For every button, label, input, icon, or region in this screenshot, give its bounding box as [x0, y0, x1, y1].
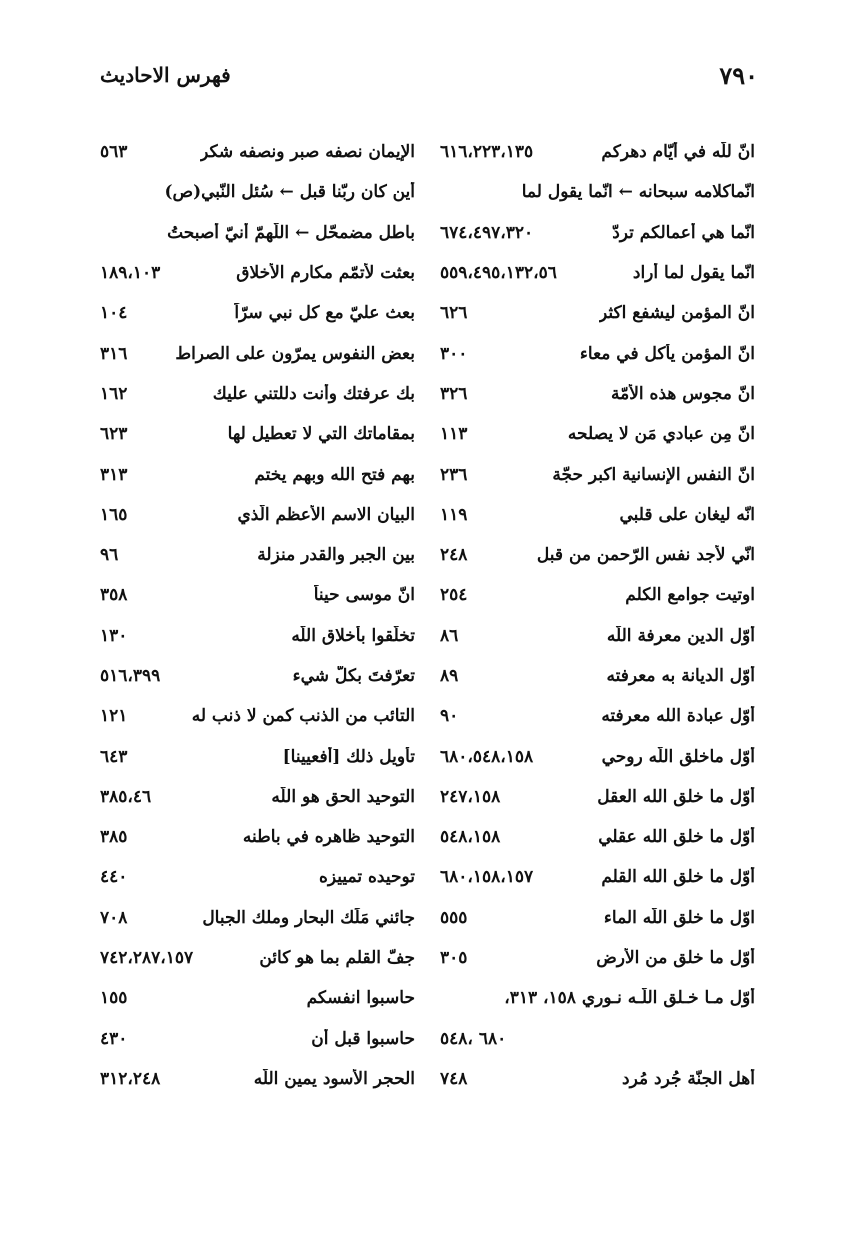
hadith-text: الإيمان نصفه صبر ونصفه شكر: [200, 142, 415, 163]
running-title: فهرس الاحاديث: [100, 63, 231, 87]
index-entry: [100, 132, 415, 172]
left-column: [100, 132, 415, 1099]
hadith-text: التوحيد ظاهره في باطنه: [242, 827, 415, 848]
page-references: ٣١٢،٢٤٨: [100, 1068, 161, 1089]
hadith-text: انّما هي أعمالكم تردّ: [612, 222, 755, 243]
hadith-text: أوّل الدين معرفة اللّه: [606, 625, 755, 646]
index-entry: [100, 696, 415, 736]
index-entry: [440, 736, 755, 776]
page-references: ٤٣٠: [100, 1028, 128, 1049]
hadith-text: انّي لأجد نفس الرّحمن من قبل: [536, 545, 755, 566]
index-entry: [100, 898, 415, 938]
index-columns: [100, 132, 755, 1099]
hadith-text: اوتيت جوامع الكلم: [625, 585, 755, 606]
index-entry: [100, 293, 415, 333]
page-references: ٢٣٦: [440, 464, 468, 485]
page-references: ٦٢٦: [440, 303, 468, 324]
hadith-text: انّ مِن عبادي مَن لا يصلحه: [567, 424, 755, 445]
index-entry: [440, 414, 755, 454]
hadith-text: التوحيد الحق هو اللّه: [271, 786, 415, 807]
hadith-text: أوّل الديانة به معرفته: [606, 666, 755, 686]
page-references: ٥٤٨،١٥٨: [440, 827, 501, 848]
page-references: ٤٤٠: [100, 867, 128, 888]
hadith-text: انّما يقول لما أراد: [632, 263, 755, 284]
index-entry: [100, 777, 415, 817]
index-entry: [100, 1059, 415, 1099]
hadith-text: جفّ القلم بما هو كائن: [259, 948, 415, 969]
page-references: ٣٥٨: [100, 585, 128, 606]
index-entry: [440, 535, 755, 575]
page-references: ٦٨٠،٥٤٨،١٥٨: [440, 746, 534, 767]
page-references: ٣٠٥: [440, 948, 468, 969]
index-entry: [440, 656, 755, 696]
page-references: ١٦٥: [100, 504, 128, 525]
hadith-text: بعض النفوس يمرّون على الصراط: [175, 343, 415, 364]
index-entry: [100, 736, 415, 776]
index-entry: [440, 777, 755, 817]
hadith-text: تعرّفتَ بكلّ شيء: [292, 666, 415, 686]
page-number: ٧٩٠: [719, 60, 758, 90]
page-references: ١٣٠: [100, 625, 128, 646]
hadith-text: حاسبوا انفسكم: [306, 988, 415, 1009]
page-references: ٣١٦: [100, 343, 128, 364]
index-entry: [440, 333, 755, 373]
page-references: ١٢١: [100, 706, 128, 727]
index-entry: [100, 333, 415, 373]
hadith-text: التائب من الذنب كمن لا ذنب له: [191, 706, 415, 727]
index-entry: [100, 495, 415, 535]
hadith-text: أوّل مـا خـلق اللّـه نـوري ١٥٨، ٣١٣،: [504, 988, 755, 1009]
page-references: ٢٥٤: [440, 585, 468, 606]
index-entry: [100, 817, 415, 857]
hadith-text: بهم فتح الله وبهم يختم: [254, 464, 415, 485]
hadith-text: بعث عليّ مع كل نبي سرّاً: [234, 303, 415, 324]
index-entry: [440, 1019, 755, 1059]
page-references: ١٥٥: [100, 988, 128, 1009]
hadith-text: تأويل ذلك [أفعيينا]: [282, 746, 415, 767]
hadith-text: انّ المؤمن يأكل في معاء: [579, 343, 755, 364]
page-references: ١٨٩،١٠٣: [100, 263, 161, 284]
hadith-text: انّ للّه في أيّام دهركم: [601, 142, 755, 163]
hadith-text: انّ النفس الإنسانية اكبر حجّة: [552, 464, 755, 485]
page-header: [100, 55, 758, 95]
page-references: ٥٦٣: [100, 142, 128, 163]
hadith-text: انّ المؤمن ليشفع اكثر: [599, 303, 755, 324]
index-entry: [440, 454, 755, 494]
hadith-text: انّ مجوس هذه الأمّة: [610, 383, 755, 404]
index-entry: [440, 172, 755, 212]
hadith-text: أوّل ما خلق من الأرض: [596, 948, 755, 969]
page-references: ١١٣: [440, 424, 468, 445]
index-entry: [440, 696, 755, 736]
page-references: ٣٢٦: [440, 383, 468, 404]
hadith-text: الحجر الأسود يمين اللّه: [253, 1068, 415, 1089]
index-entry: [440, 495, 755, 535]
page-references: ٩٠: [440, 706, 459, 727]
page-references: ٧٤٨: [440, 1068, 468, 1089]
hadith-text: انّه ليغان على قلبي: [619, 504, 755, 525]
page-references: ١١٩: [440, 504, 468, 525]
index-entry: [100, 253, 415, 293]
page-references: ٩٦: [100, 545, 119, 566]
hadith-text: أوّل ما خلق الله القلم: [601, 867, 755, 888]
index-entry: [100, 656, 415, 696]
page-references: ٦٨٠،١٥٨،١٥٧: [440, 867, 534, 888]
index-entry: [100, 172, 415, 212]
index-entry: [440, 213, 755, 253]
page-references: ٥٥٥: [440, 907, 468, 928]
index-entry: [100, 1019, 415, 1059]
page-references: ٨٦: [440, 625, 459, 646]
index-entry: [440, 938, 755, 978]
hadith-text: بك عرفتك وأنت دللتني عليك: [212, 383, 415, 404]
hadith-text: باطل مضمحّل ← اللّهمّ أنيّ أصبحتُ: [167, 222, 415, 243]
index-entry: [440, 374, 755, 414]
index-entry: [440, 132, 755, 172]
page-references: ٥٥٩،٤٩٥،١٣٢،٥٦: [440, 263, 557, 284]
page-references: ٦٢٣: [100, 424, 128, 445]
index-entry: [440, 575, 755, 615]
page-references: ٦٤٣: [100, 746, 128, 767]
hadith-text: أوّل ما خلق الله العقل: [597, 786, 755, 807]
index-entry: [440, 616, 755, 656]
index-entry: [100, 575, 415, 615]
index-entry: [440, 817, 755, 857]
page-references: ١٦٢: [100, 383, 128, 404]
hadith-text: أوّل ما خلق الله عقلي: [598, 827, 755, 848]
index-entry: [440, 293, 755, 333]
index-entry: [100, 213, 415, 253]
index-entry: [100, 374, 415, 414]
hadith-text: انّماكلامه سبحانه ← انّما يقول لما: [521, 182, 755, 203]
hadith-text: انّ موسى حيناً: [313, 585, 415, 606]
index-entry: [100, 616, 415, 656]
index-entry: [100, 414, 415, 454]
page-references: ٨٩: [440, 666, 459, 686]
index-entry: [440, 898, 755, 938]
hadith-text: البيان الاسم الأعظم الّذي: [237, 504, 415, 525]
page-references: ٣٨٥: [100, 827, 128, 848]
index-entry: [100, 857, 415, 897]
hadith-text: بين الجبر والقدر منزلة: [257, 545, 415, 566]
hadith-text: جائني مَلَك البحار وملك الجبال: [202, 907, 415, 928]
page-references: ٦١٦،٢٢٣،١٣٥: [440, 142, 534, 163]
page-references: ٧٤٢،٢٨٧،١٥٧: [100, 948, 194, 969]
page-references: ٥١٦،٣٩٩: [100, 666, 161, 686]
right-column: [440, 132, 755, 1099]
page-references: ٣٨٥،٤٦: [100, 786, 152, 807]
index-entry: [100, 978, 415, 1018]
index-entry: [100, 535, 415, 575]
page-references: ٣١٣: [100, 464, 128, 485]
hadith-text: حاسبوا قبل أن: [311, 1028, 415, 1049]
hadith-text: اوّل ما خلق اللّه الماء: [603, 907, 755, 928]
index-entry: [440, 857, 755, 897]
page-references: ٣٠٠: [440, 343, 468, 364]
hadith-text: أوّل عبادة الله معرفته: [601, 706, 755, 727]
hadith-text: أين كان ربّنا قبل ← سُئل النّبي(ص): [164, 182, 415, 203]
page-references: ٦٧٤،٤٩٧،٣٢٠: [440, 222, 534, 243]
index-entry: [100, 938, 415, 978]
hadith-text: توحيده تمييزه: [318, 867, 415, 888]
page-references: ٦٨٠ ،٥٤٨: [440, 1028, 507, 1049]
hadith-text: أوّل ماخلق اللّه روحي: [601, 746, 755, 767]
hadith-text: أهل الجنّة جُرد مُرد: [622, 1068, 755, 1089]
index-entry: [100, 454, 415, 494]
page-references: ٧٠٨: [100, 907, 128, 928]
hadith-text: بعثت لأتمّم مكارم الأخلاق: [236, 263, 415, 284]
index-entry: [440, 978, 755, 1018]
index-entry: [440, 253, 755, 293]
index-entry: [440, 1059, 755, 1099]
page-references: ٢٤٨: [440, 545, 468, 566]
page-references: ٢٤٧،١٥٨: [440, 786, 501, 807]
page-references: ١٠٤: [100, 303, 128, 324]
hadith-text: تخلّقوا بأخلاق اللّه: [291, 625, 415, 646]
hadith-text: بمقاماتك التي لا تعطيل لها: [227, 424, 415, 445]
